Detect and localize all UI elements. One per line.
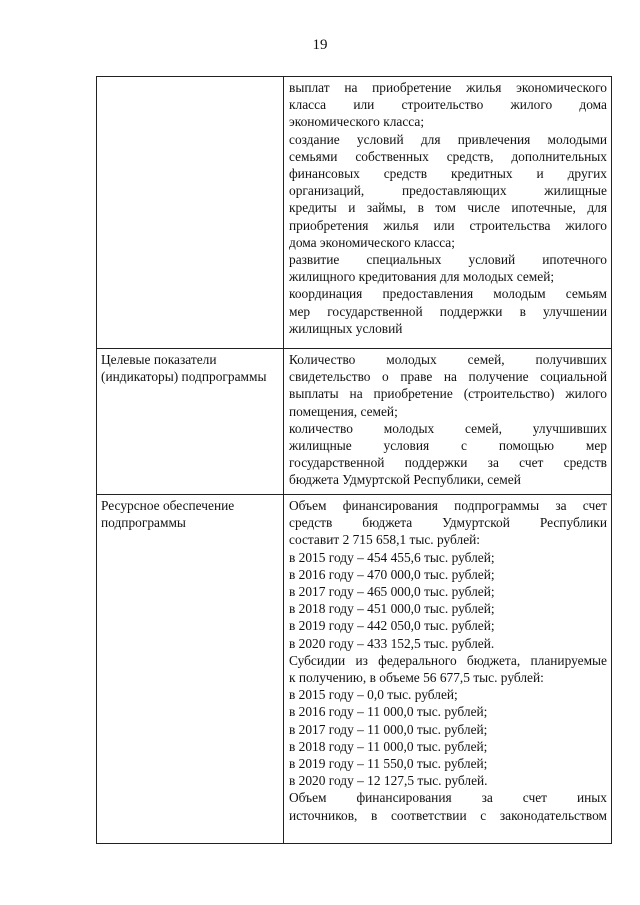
- content-line: выплат на приобретение жилья экономического: [289, 80, 607, 95]
- content-line: средств бюджета Удмуртской Республики: [289, 515, 607, 531]
- table-row: [97, 77, 612, 349]
- content-line: Объем финансирования подпрограммы за счет: [289, 498, 607, 513]
- content-line: кредиты и займы, в том числе ипотечные, для: [289, 200, 607, 216]
- content-line: организаций, предоставляющих жилищные: [289, 183, 607, 199]
- content-line: выплаты на приобретение (строительство) жилого: [289, 386, 607, 402]
- content-line: бюджета Удмуртской Республики, семей: [289, 472, 521, 488]
- content-line: приобретения жилья или строительства жилого: [289, 217, 607, 233]
- content-line: жилищного кредитования для молодых семей;: [289, 269, 555, 285]
- content-line: свидетельство о праве на получение социальной: [289, 369, 607, 385]
- content-line: в 2019 году – 442 050,0 тыс. рублей;: [289, 618, 495, 634]
- content-line: государственной поддержки за счет средств: [289, 455, 607, 471]
- row-content: [284, 349, 612, 495]
- content-line: к получению, в объеме 56 677,5 тыс. рублей:: [289, 670, 544, 686]
- content-line: создание условий для привлечения молодыми: [289, 131, 607, 147]
- content-line: дома экономического класса;: [289, 234, 455, 250]
- row-content: [284, 77, 612, 349]
- content-line: Субсидии из федерального бюджета, планируемые: [289, 652, 607, 668]
- row-content: [284, 495, 612, 844]
- row-label: Целевые показатели (индикаторы) подпрограммы: [97, 349, 284, 495]
- content-line: в 2015 году – 454 455,6 тыс. рублей;: [289, 549, 495, 565]
- content-line: составит 2 715 658,1 тыс. рублей:: [289, 532, 481, 548]
- content-line: мер государственной поддержки в улучшении: [289, 303, 607, 319]
- content-line: в 2015 году – 0,0 тыс. рублей;: [289, 687, 458, 703]
- content-line: в 2017 году – 11 000,0 тыс. рублей;: [289, 721, 488, 737]
- content-line: координация предоставления молодым семьям: [289, 286, 607, 302]
- content-line: в 2020 году – 12 127,5 тыс. рублей.: [289, 773, 488, 789]
- row-label: [97, 77, 284, 349]
- content-line: помещения, семей;: [289, 403, 398, 419]
- content-line: в 2016 году – 11 000,0 тыс. рублей;: [289, 704, 488, 720]
- page-number: 19: [312, 37, 328, 53]
- subprogram-passport-table: [96, 76, 612, 844]
- row-label: Ресурсное обеспечение подпрограммы: [97, 495, 284, 844]
- content-line: в 2017 году – 465 000,0 тыс. рублей;: [289, 584, 495, 600]
- content-line: развитие специальных условий ипотечного: [289, 252, 607, 268]
- content-line: Количество молодых семей, получивших: [289, 352, 607, 367]
- content-line: экономического класса;: [289, 114, 425, 130]
- content-line: класса или строительство жилого дома: [289, 97, 607, 113]
- content-line: количество молодых семей, улучшивших: [289, 420, 607, 436]
- content-line: жилищные условия с помощью мер: [289, 438, 607, 454]
- content-line: в 2019 году – 11 550,0 тыс. рублей;: [289, 756, 488, 772]
- content-line: в 2018 году – 451 000,0 тыс. рублей;: [289, 601, 495, 617]
- table-row: [97, 495, 612, 844]
- content-line: в 2018 году – 11 000,0 тыс. рублей;: [289, 738, 488, 754]
- content-line: Объем финансирования за счет иных: [289, 790, 607, 806]
- content-line: в 2020 году – 433 152,5 тыс. рублей.: [289, 635, 495, 651]
- content-line: в 2016 году – 470 000,0 тыс. рублей;: [289, 566, 495, 582]
- content-line: финансовых средств кредитных и других: [289, 166, 607, 182]
- table-row: [97, 349, 612, 495]
- content-line: семьями собственных средств, дополнительных: [289, 148, 607, 164]
- content-line: источников, в соответствии с законодательством: [289, 807, 607, 823]
- content-line: жилищных условий: [289, 320, 403, 336]
